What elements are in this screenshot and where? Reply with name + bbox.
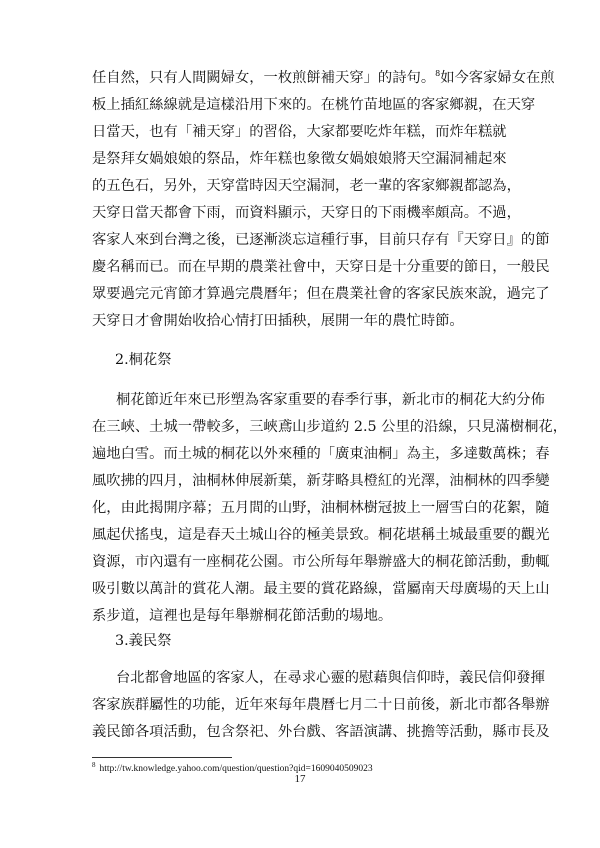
paragraph-line: 眾要過完元宵節才算過完農曆年；但在農業社會的客家民族來說，過完了 <box>92 286 550 302</box>
paragraph-line: 義民節各項活動，包含祭祀、外台戲、客語演講、挑擔等活動，縣市長及 <box>92 724 550 740</box>
paragraph-line: 桐花節近年來已形塑為客家重要的春季行事，新北市的桐花大約分佈 <box>116 392 545 408</box>
paragraph-line: 天穿日當天都會下雨，而資料顯示，天穿日的下雨機率頗高。不過， <box>92 205 521 221</box>
paragraph-line: 遍地白雪。而土城的桐花以外來種的「廣東油桐」為主，多達數萬株；春 <box>92 446 550 462</box>
footnote-divider <box>92 757 232 758</box>
paragraph-line: 台北都會地區的客家人，在尋求心靈的慰藉與信仰時，義民信仰發揮 <box>116 670 545 686</box>
page-number: 17 <box>294 773 306 785</box>
paragraph-line: 資源，市內還有一座桐花公園。市公所每年舉辦盛大的桐花節活動，動輒 <box>92 554 550 570</box>
paragraph-line: 是祭拜女媧娘娘的祭品，炸年糕也象徵女媧娘娘將天空漏洞補起來 <box>92 151 507 167</box>
footnote-link[interactable]: http://tw.knowledge.yahoo.com/question/question?qid=1609040509023 <box>99 764 373 774</box>
paragraph-line: 日當天，也有「補天穿」的習俗，大家都要吃炸年糕，而炸年糕就 <box>92 124 507 140</box>
paragraph-line: 任自然，只有人間闕婦女，一枚煎餅補天穿」的詩句。$^8$如今客家婦女在煎 <box>92 69 555 86</box>
paragraph-line: 的五色石，另外，天穿當時因天空漏洞，老一輩的客家鄉親都認為， <box>92 178 521 194</box>
paragraph-line: 系步道，這裡也是每年舉辦桐花節活動的場地。 <box>92 608 393 624</box>
footnote-reference[interactable]: 8 <box>435 69 441 79</box>
footnote-number: 8 <box>92 760 96 769</box>
paragraph-line: 天穿日才會開始收拾心情打田插秧，展開一年的農忙時節。 <box>92 313 464 329</box>
paragraph-line: 板上插紅絲線就是這樣沿用下來的。在桃竹苗地區的客家鄉親，在天穿 <box>92 97 536 113</box>
paragraph-line: 風起伏搖曳，這是春天土城山谷的極美景致。桐花堪稱土城最重要的觀光 <box>92 527 550 543</box>
section-heading-yimin: 3.義民祭 <box>115 633 172 649</box>
section-heading-tung-blossom: 2.桐花祭 <box>115 352 172 368</box>
paragraph-line: 風吹拂的四月，油桐林伸展新葉，新芽略具橙紅的光澤，油桐林的四季變 <box>92 473 550 489</box>
paragraph-line: 吸引數以萬計的賞花人潮。最主要的賞花路線，當屬南天母廣場的天上山 <box>92 581 550 597</box>
paragraph-line: 化，由此揭開序幕；五月間的山野，油桐林樹冠披上一層雪白的花絮，隨 <box>92 500 550 516</box>
paragraph-line: 客家族群屬性的功能，近年來每年農曆七月二十日前後，新北市都各舉辦 <box>92 697 550 713</box>
paragraph-line: 慶名稱而已。而在早期的農業社會中，天穿日是十分重要的節日，一般民 <box>92 259 550 275</box>
paragraph-line: 客家人來到台灣之後，已逐漸淡忘這種行事，目前只存有『天穿日』的節 <box>92 232 550 248</box>
paragraph-line: 在三峽、土城一帶較多，三峽鳶山步道約 2.5 公里的沿線，只見滿樹桐花， <box>92 419 568 435</box>
